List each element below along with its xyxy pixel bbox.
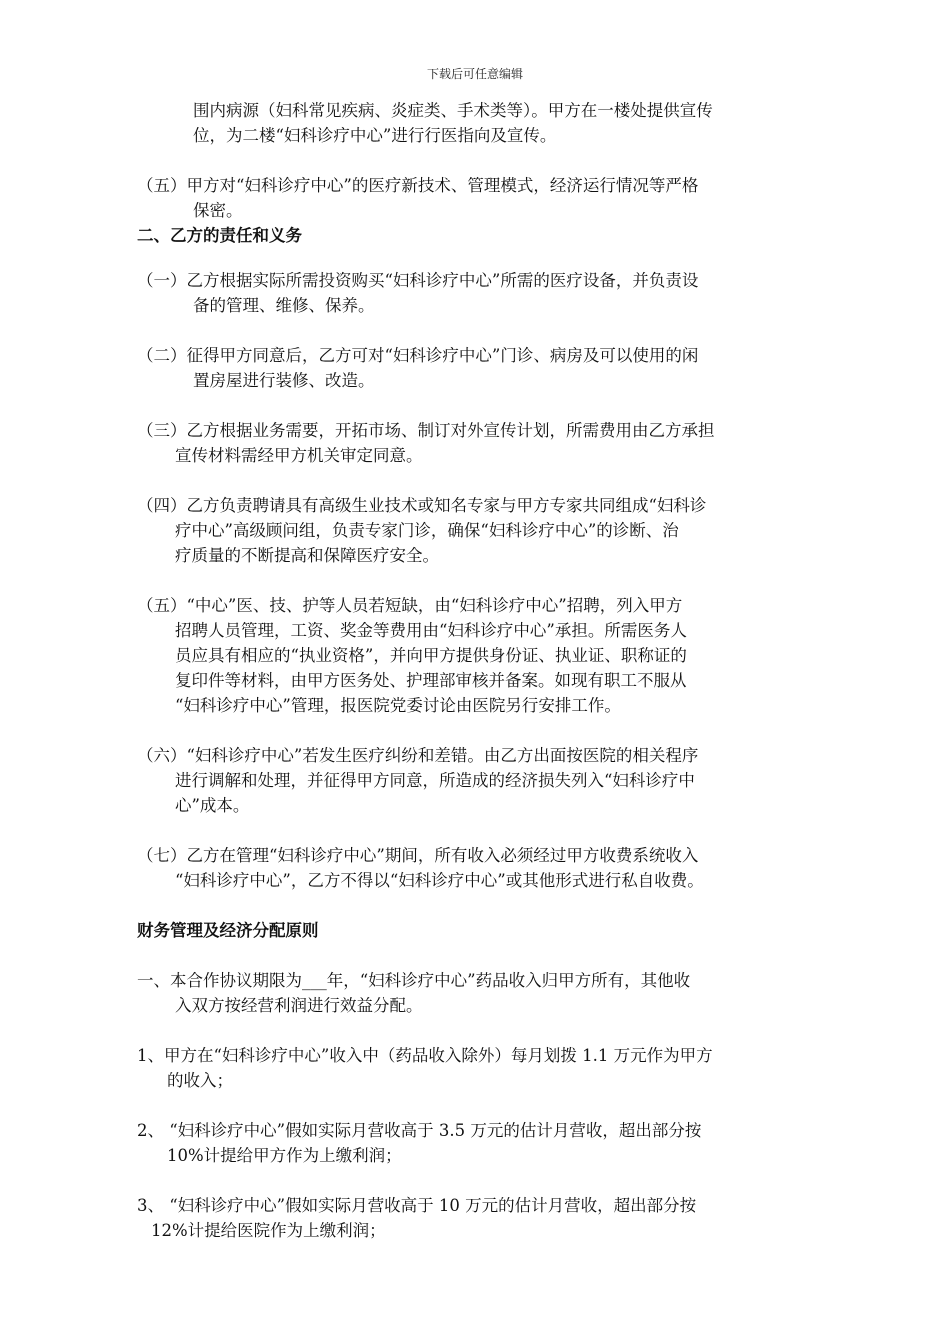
clause-b6 bbox=[137, 743, 817, 818]
text-line: 复印件等材料，由甲方医务处、护理部审核并备案。如现有职工不服从 bbox=[175, 671, 687, 690]
text-line: 位，为二楼“妇科诊疗中心”进行行医指向及宣传。 bbox=[193, 126, 557, 145]
clause-c0 bbox=[137, 968, 817, 1018]
clause-b3 bbox=[137, 418, 817, 468]
text-line: 心”成本。 bbox=[175, 796, 250, 815]
section-heading-party-b: 二、乙方的责任和义务 bbox=[137, 226, 302, 245]
text-line: “妇科诊疗中心”，乙方不得以“妇科诊疗中心”或其他形式进行私自收费。 bbox=[175, 871, 704, 890]
text-line: 2、 “妇科诊疗中心”假如实际月营收高于 3.5 万元的估计月营收，超出部分按 bbox=[137, 1121, 702, 1140]
text-line: 的收入； bbox=[167, 1071, 233, 1090]
clause-c2 bbox=[137, 1118, 817, 1168]
clause-item-5-party-a bbox=[137, 173, 817, 223]
clause-c1 bbox=[137, 1043, 817, 1093]
text-line: （四）乙方负责聘请具有高级生业技术或知名专家与甲方专家共同组成“妇科诊 bbox=[137, 496, 707, 515]
text-line: 入双方按经营利润进行效益分配。 bbox=[175, 996, 423, 1015]
text-line: （六）“妇科诊疗中心”若发生医疗纠纷和差错。由乙方出面按医院的相关程序 bbox=[137, 746, 699, 765]
text-line: 3、 “妇科诊疗中心”假如实际月营收高于 10 万元的估计月营收，超出部分按 bbox=[137, 1196, 697, 1215]
clause-b4 bbox=[137, 493, 817, 568]
text-line: 进行调解和处理，并征得甲方同意，所造成的经济损失列入“妇科诊疗中 bbox=[175, 771, 695, 790]
page-header-note: 下载后可任意编辑 bbox=[426, 67, 523, 81]
clause-b5 bbox=[137, 593, 817, 718]
text-line: 围内病源（妇科常见疾病、炎症类、手术类等）。甲方在一楼处提供宣传 bbox=[193, 101, 713, 120]
text-line: 10%计提给甲方作为上缴利润； bbox=[167, 1146, 402, 1165]
text-line: （三）乙方根据业务需要，开拓市场、制订对外宣传计划，所需费用由乙方承担 bbox=[137, 421, 715, 440]
text-line: 招聘人员管理，工资、奖金等费用由“妇科诊疗中心”承担。所需医务人 bbox=[175, 621, 687, 640]
text-line: 1、甲方在“妇科诊疗中心”收入中（药品收入除外）每月划拨 1.1 万元作为甲方 bbox=[137, 1046, 713, 1065]
section-heading-finance: 财务管理及经济分配原则 bbox=[137, 921, 319, 940]
clause-b1 bbox=[137, 268, 817, 318]
text-line: 置房屋进行装修、改造。 bbox=[193, 371, 375, 390]
text-line: 疗质量的不断提高和保障医疗安全。 bbox=[175, 546, 439, 565]
clause-b7 bbox=[137, 843, 817, 893]
text-line: （五）“中心”医、技、护等人员若短缺，由“妇科诊疗中心”招聘，列入甲方 bbox=[137, 596, 683, 615]
document-body bbox=[137, 98, 817, 1243]
clause-c3 bbox=[137, 1193, 817, 1243]
paragraph-continued bbox=[137, 98, 817, 148]
text-line: 宣传材料需经甲方机关审定同意。 bbox=[175, 446, 423, 465]
text-line: 保密。 bbox=[193, 201, 243, 220]
text-line: （二）征得甲方同意后，乙方可对“妇科诊疗中心”门诊、病房及可以使用的闲 bbox=[137, 346, 699, 365]
text-line: （五）甲方对“妇科诊疗中心”的医疗新技术、管理模式，经济运行情况等严格 bbox=[137, 176, 699, 195]
text-line: （一）乙方根据实际所需投资购买“妇科诊疗中心”所需的医疗设备，并负责设 bbox=[137, 271, 699, 290]
text-line: “妇科诊疗中心”管理，报医院党委讨论由医院另行安排工作。 bbox=[175, 696, 621, 715]
text-line: 一、本合作协议期限为___年，“妇科诊疗中心”药品收入归甲方所有，其他收 bbox=[137, 971, 691, 990]
clause-b2 bbox=[137, 343, 817, 393]
text-line: 员应具有相应的“执业资格”，并向甲方提供身份证、执业证、职称证的 bbox=[175, 646, 687, 665]
text-line: （七）乙方在管理“妇科诊疗中心”期间，所有收入必须经过甲方收费系统收入 bbox=[137, 846, 699, 865]
text-line: 12%计提给医院作为上缴利润； bbox=[151, 1221, 386, 1240]
text-line: 备的管理、维修、保养。 bbox=[193, 296, 375, 315]
text-line: 疗中心”高级顾问组，负责专家门诊，确保“妇科诊疗中心”的诊断、治 bbox=[175, 521, 679, 540]
